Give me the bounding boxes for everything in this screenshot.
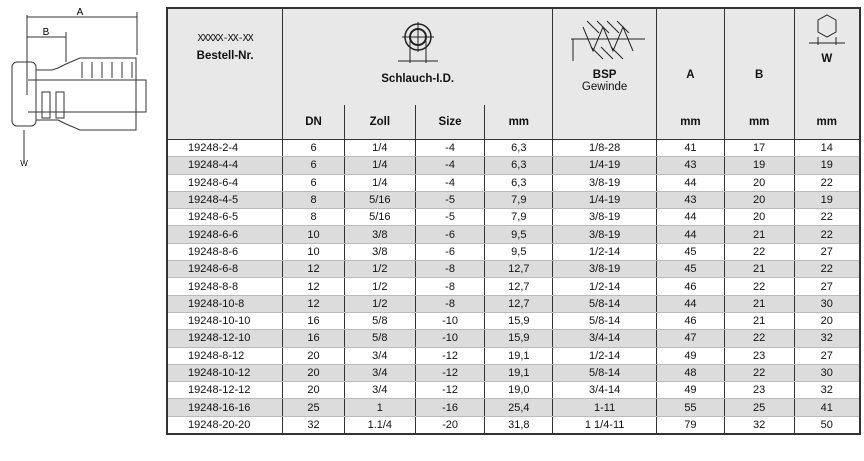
cell-b: 17	[724, 140, 794, 157]
cell-part-no: 19248-6-8	[167, 261, 283, 278]
col-hose-id	[283, 8, 553, 105]
cell-mm: 7,9	[485, 191, 553, 208]
cell-mm: 9,5	[485, 243, 553, 260]
cell-thread: 1/8-28	[553, 140, 657, 157]
cell-zoll: 1	[344, 399, 415, 416]
sub-w-unit: mm	[794, 105, 860, 140]
cell-size: -12	[415, 382, 485, 399]
table-row	[167, 209, 860, 226]
cell-w: 27	[794, 278, 860, 295]
col-w	[794, 8, 860, 105]
cell-zoll: 5/8	[344, 330, 415, 347]
cell-part-no: 19248-8-6	[167, 243, 283, 260]
cell-w: 27	[794, 347, 860, 364]
cell-zoll: 5/16	[344, 191, 415, 208]
cell-dn: 12	[283, 261, 345, 278]
cell-mm: 12,7	[485, 295, 553, 312]
table-row	[167, 226, 860, 243]
cell-thread: 5/8-14	[553, 295, 657, 312]
cell-size: -12	[415, 347, 485, 364]
cell-a: 43	[657, 191, 725, 208]
cell-b: 32	[724, 416, 794, 434]
cell-size: -4	[415, 174, 485, 191]
cell-w: 41	[794, 399, 860, 416]
cell-dn: 10	[283, 243, 345, 260]
part-no-header: Bestell-Nr.	[196, 50, 254, 62]
cell-size: -4	[415, 140, 485, 157]
cell-dn: 12	[283, 295, 345, 312]
cell-mm: 12,7	[485, 261, 553, 278]
cell-dn: 32	[283, 416, 345, 434]
thread-profile-icon	[565, 17, 645, 63]
dim-a-label: A	[76, 7, 84, 18]
cell-a: 44	[657, 209, 725, 226]
hex-wrench-size-icon	[807, 13, 847, 49]
col-part-no	[167, 8, 283, 140]
cell-part-no: 19248-12-10	[167, 330, 283, 347]
cell-part-no: 19248-2-4	[167, 140, 283, 157]
table-row	[167, 243, 860, 260]
cell-zoll: 1/2	[344, 278, 415, 295]
cell-part-no: 19248-8-12	[167, 347, 283, 364]
cell-part-no: 19248-6-6	[167, 226, 283, 243]
cell-zoll: 3/4	[344, 347, 415, 364]
cell-part-no: 19248-10-12	[167, 364, 283, 381]
cell-thread: 1/2-14	[553, 243, 657, 260]
cell-part-no: 19248-10-10	[167, 312, 283, 329]
hose-id-header: Schlauch-I.D.	[381, 73, 455, 85]
cell-dn: 6	[283, 174, 345, 191]
cell-part-no: 19248-8-8	[167, 278, 283, 295]
cell-zoll: 3/8	[344, 226, 415, 243]
table-row	[167, 157, 860, 174]
cell-mm: 19,0	[485, 382, 553, 399]
cell-thread: 3/4-14	[553, 382, 657, 399]
cell-a: 43	[657, 157, 725, 174]
cell-size: -5	[415, 191, 485, 208]
cell-mm: 12,7	[485, 278, 553, 295]
cell-dn: 20	[283, 382, 345, 399]
cell-thread: 3/8-19	[553, 174, 657, 191]
cell-dn: 20	[283, 347, 345, 364]
cell-w: 30	[794, 364, 860, 381]
cell-size: -20	[415, 416, 485, 434]
cell-mm: 7,9	[485, 209, 553, 226]
cell-a: 49	[657, 382, 725, 399]
cell-zoll: 3/4	[344, 364, 415, 381]
cell-b: 21	[724, 261, 794, 278]
cell-thread: 1/4-19	[553, 157, 657, 174]
sub-a-unit: mm	[657, 105, 725, 140]
table-row	[167, 261, 860, 278]
cell-thread: 1/2-14	[553, 278, 657, 295]
cell-zoll: 1/2	[344, 295, 415, 312]
cell-dn: 25	[283, 399, 345, 416]
table-row	[167, 399, 860, 416]
cell-zoll: 1.1/4	[344, 416, 415, 434]
col-b	[724, 8, 794, 105]
cell-w: 32	[794, 382, 860, 399]
cell-w: 50	[794, 416, 860, 434]
dim-w-label: W	[20, 159, 28, 168]
cell-w: 20	[794, 312, 860, 329]
table-row	[167, 347, 860, 364]
cell-size: -8	[415, 278, 485, 295]
cell-b: 22	[724, 364, 794, 381]
cell-b: 20	[724, 174, 794, 191]
cell-dn: 10	[283, 226, 345, 243]
cell-mm: 6,3	[485, 140, 553, 157]
table-row	[167, 330, 860, 347]
table-row	[167, 416, 860, 434]
cell-part-no: 19248-4-5	[167, 191, 283, 208]
cell-size: -12	[415, 364, 485, 381]
cell-w: 27	[794, 243, 860, 260]
cell-part-no: 19248-4-4	[167, 157, 283, 174]
cell-part-no: 19248-20-20	[167, 416, 283, 434]
cell-size: -6	[415, 226, 485, 243]
cell-a: 41	[657, 140, 725, 157]
col-a	[657, 8, 725, 105]
cell-a: 44	[657, 295, 725, 312]
cell-b: 20	[724, 209, 794, 226]
cell-w: 19	[794, 191, 860, 208]
cell-a: 44	[657, 174, 725, 191]
sub-b-unit: mm	[724, 105, 794, 140]
cell-mm: 19,1	[485, 347, 553, 364]
a-header: A	[686, 69, 695, 81]
cell-b: 22	[724, 243, 794, 260]
cell-w: 22	[794, 174, 860, 191]
cell-size: -10	[415, 330, 485, 347]
cell-thread: 1 1/4-11	[553, 416, 657, 434]
cell-a: 45	[657, 243, 725, 260]
table-row	[167, 312, 860, 329]
cell-a: 45	[657, 261, 725, 278]
cell-a: 49	[657, 347, 725, 364]
cell-thread: 3/8-19	[553, 209, 657, 226]
cell-thread: 3/8-19	[553, 261, 657, 278]
table-row	[167, 191, 860, 208]
cell-b: 21	[724, 226, 794, 243]
cell-thread: 3/8-19	[553, 226, 657, 243]
thread-header-line2: Gewinde	[581, 81, 628, 93]
cell-mm: 25,4	[485, 399, 553, 416]
cell-part-no: 19248-10-8	[167, 295, 283, 312]
cell-size: -16	[415, 399, 485, 416]
cell-zoll: 1/4	[344, 140, 415, 157]
cell-w: 22	[794, 226, 860, 243]
fitting-dimension-drawing	[0, 0, 160, 180]
cell-w: 30	[794, 295, 860, 312]
cell-mm: 6,3	[485, 174, 553, 191]
cell-thread: 1-11	[553, 399, 657, 416]
cell-zoll: 1/2	[344, 261, 415, 278]
cell-b: 22	[724, 330, 794, 347]
cell-w: 22	[794, 261, 860, 278]
table-row	[167, 382, 860, 399]
cell-zoll: 3/4	[344, 382, 415, 399]
cell-size: -8	[415, 261, 485, 278]
cell-a: 48	[657, 364, 725, 381]
cell-a: 79	[657, 416, 725, 434]
cell-dn: 16	[283, 330, 345, 347]
cell-dn: 6	[283, 157, 345, 174]
cell-a: 47	[657, 330, 725, 347]
cell-part-no: 19248-6-4	[167, 174, 283, 191]
cell-mm: 6,3	[485, 157, 553, 174]
cell-size: -8	[415, 295, 485, 312]
cell-zoll: 5/8	[344, 312, 415, 329]
cell-part-no: 19248-12-12	[167, 382, 283, 399]
cell-w: 19	[794, 157, 860, 174]
hose-cross-section-icon	[388, 19, 448, 67]
cell-b: 21	[724, 295, 794, 312]
cell-b: 25	[724, 399, 794, 416]
cell-size: -10	[415, 312, 485, 329]
cell-dn: 20	[283, 364, 345, 381]
cell-mm: 19,1	[485, 364, 553, 381]
dim-b-label: B	[42, 27, 50, 38]
cell-zoll: 3/8	[344, 243, 415, 260]
cell-thread: 3/4-14	[553, 330, 657, 347]
thread-header-line1: BSP	[592, 69, 617, 81]
table-row	[167, 364, 860, 381]
cell-mm: 15,9	[485, 330, 553, 347]
cell-zoll: 1/4	[344, 157, 415, 174]
cell-a: 55	[657, 399, 725, 416]
cell-mm: 31,8	[485, 416, 553, 434]
cell-dn: 8	[283, 191, 345, 208]
fitting-spec-table	[166, 7, 861, 435]
b-header: B	[755, 69, 764, 81]
cell-dn: 16	[283, 312, 345, 329]
sub-zoll: Zoll	[344, 105, 415, 140]
w-header: W	[821, 53, 833, 65]
table-row	[167, 174, 860, 191]
cell-thread: 5/8-14	[553, 312, 657, 329]
cell-dn: 8	[283, 209, 345, 226]
cell-dn: 12	[283, 278, 345, 295]
cell-b: 23	[724, 382, 794, 399]
cell-b: 19	[724, 157, 794, 174]
cell-mm: 9,5	[485, 226, 553, 243]
cell-zoll: 5/16	[344, 209, 415, 226]
sub-size: Size	[415, 105, 485, 140]
cell-mm: 15,9	[485, 312, 553, 329]
cell-thread: 5/8-14	[553, 364, 657, 381]
cell-b: 21	[724, 312, 794, 329]
cell-b: 20	[724, 191, 794, 208]
cell-w: 32	[794, 330, 860, 347]
cell-a: 46	[657, 312, 725, 329]
cell-size: -6	[415, 243, 485, 260]
cell-b: 22	[724, 278, 794, 295]
sub-mm: mm	[485, 105, 553, 140]
cell-size: -4	[415, 157, 485, 174]
col-thread	[553, 8, 657, 140]
cell-w: 22	[794, 209, 860, 226]
cell-a: 46	[657, 278, 725, 295]
cell-dn: 6	[283, 140, 345, 157]
cell-b: 23	[724, 347, 794, 364]
sub-dn: DN	[283, 105, 345, 140]
table-row	[167, 140, 860, 157]
table-row	[167, 278, 860, 295]
cell-thread: 1/4-19	[553, 191, 657, 208]
cell-part-no: 19248-16-16	[167, 399, 283, 416]
cell-w: 14	[794, 140, 860, 157]
cell-a: 44	[657, 226, 725, 243]
cell-zoll: 1/4	[344, 174, 415, 191]
table-row	[167, 295, 860, 312]
cell-thread: 1/2-14	[553, 347, 657, 364]
part-code-pattern: XXXXX-XX-XX	[197, 33, 253, 44]
cell-size: -5	[415, 209, 485, 226]
cell-part-no: 19248-6-5	[167, 209, 283, 226]
